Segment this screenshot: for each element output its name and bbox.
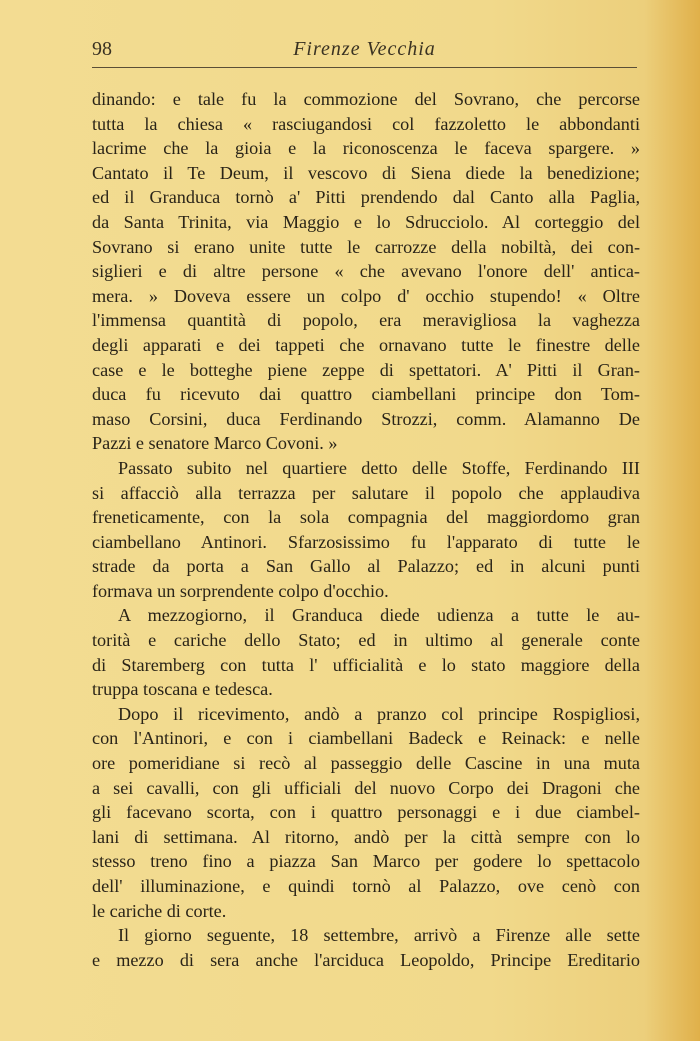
body-text: [92, 87, 640, 972]
text-line: formava un sorprendente colpo d'occhio.: [92, 580, 389, 601]
text-line: tutta la chiesa « rasciugandosi col fazzoletto le abbondanti: [92, 113, 640, 134]
text-line: maso Corsini, duca Ferdinando Strozzi, comm. Alamanno De: [92, 408, 640, 429]
text-line: di Staremberg con tutta l' ufficialità e lo stato maggiore della: [92, 654, 640, 675]
text-line: mera. » Doveva essere un colpo d' occhio stupendo! « Oltre: [92, 285, 640, 306]
text-line: siglieri e di altre persone « che avevano l'onore dell' antica-: [92, 261, 640, 282]
text-line: strade da porta a San Gallo al Palazzo; ed in alcuni punti: [92, 556, 640, 577]
page-number: 98: [92, 38, 112, 60]
text-line: ed il Granduca tornò a' Pitti prendendo dal Canto alla Paglia,: [92, 187, 640, 208]
text-line: le cariche di corte.: [92, 900, 227, 921]
running-title: Firenze Vecchia: [293, 38, 436, 60]
text-line: ore pomeridiane si recò al passeggio delle Cascine in una muta: [92, 753, 640, 774]
text-line: con l'Antinori, e con i ciambellani Badeck e Reinack: e nelle: [92, 728, 640, 749]
text-line: da Santa Trinita, via Maggio e lo Sdrucciolo. Al corteggio del: [92, 211, 640, 232]
text-line: torità e cariche dello Stato; ed in ultimo al generale conte: [92, 630, 640, 651]
text-line: lacrime che la gioia e la riconoscenza le faceva spargere. »: [92, 138, 640, 159]
text-line: lani di settimana. Al ritorno, andò per la città sempre con lo: [92, 826, 640, 847]
running-header: [92, 38, 637, 66]
text-line: e mezzo di sera anche l'arciduca Leopoldo, Principe Ereditario: [92, 949, 640, 970]
text-line: stesso treno fino a piazza San Marco per godere lo spettacolo: [92, 851, 640, 872]
header-rule: [92, 67, 637, 68]
text-line: truppa toscana e tedesca.: [92, 679, 273, 700]
text-line: a sei cavalli, con gli ufficiali del nuovo Corpo dei Dragoni che: [92, 777, 640, 798]
text-line: dinando: e tale fu la commozione del Sovrano, che percorse: [92, 89, 640, 109]
text-line: Pazzi e senatore Marco Covoni. »: [92, 433, 338, 454]
text-line: Passato subito nel quartiere detto delle Stoffe, Ferdinando III: [118, 457, 640, 478]
text-line: dell' illuminazione, e quindi tornò al Palazzo, ove cenò con: [92, 876, 640, 896]
text-line: degli apparati e dei tappeti che ornavano tutte le finestre delle: [92, 334, 640, 355]
text-line: Cantato il Te Deum, il vescovo di Siena diede la benedizione;: [92, 162, 640, 183]
text-line: si affacciò alla terrazza per salutare il popolo che applaudiva: [92, 482, 640, 503]
text-line: Sovrano si erano unite tutte le carrozze della nobiltà, dei con-: [92, 236, 640, 257]
text-line: ciambellano Antinori. Sfarzosissimo fu l'apparato di tutte le: [92, 531, 640, 552]
text-line: duca fu ricevuto dai quattro ciambellani principe don Tom-: [92, 384, 640, 405]
text-line: freneticamente, con la sola compagnia del maggiordomo gran: [92, 507, 640, 528]
text-line: A mezzogiorno, il Granduca diede udienza a tutte le au-: [118, 605, 640, 626]
text-line: Dopo il ricevimento, andò a pranzo col principe Rospigliosi,: [118, 703, 640, 724]
text-line: Il giorno seguente, 18 settembre, arrivò a Firenze alle sette: [118, 925, 640, 946]
text-line: l'immensa quantità di popolo, era meravigliosa la vaghezza: [92, 310, 640, 331]
text-line: gli facevano scorta, con i quattro personaggi e i due ciambel-: [92, 802, 640, 823]
text-line: case e le botteghe piene zeppe di spettatori. A' Pitti il Gran-: [92, 359, 640, 380]
